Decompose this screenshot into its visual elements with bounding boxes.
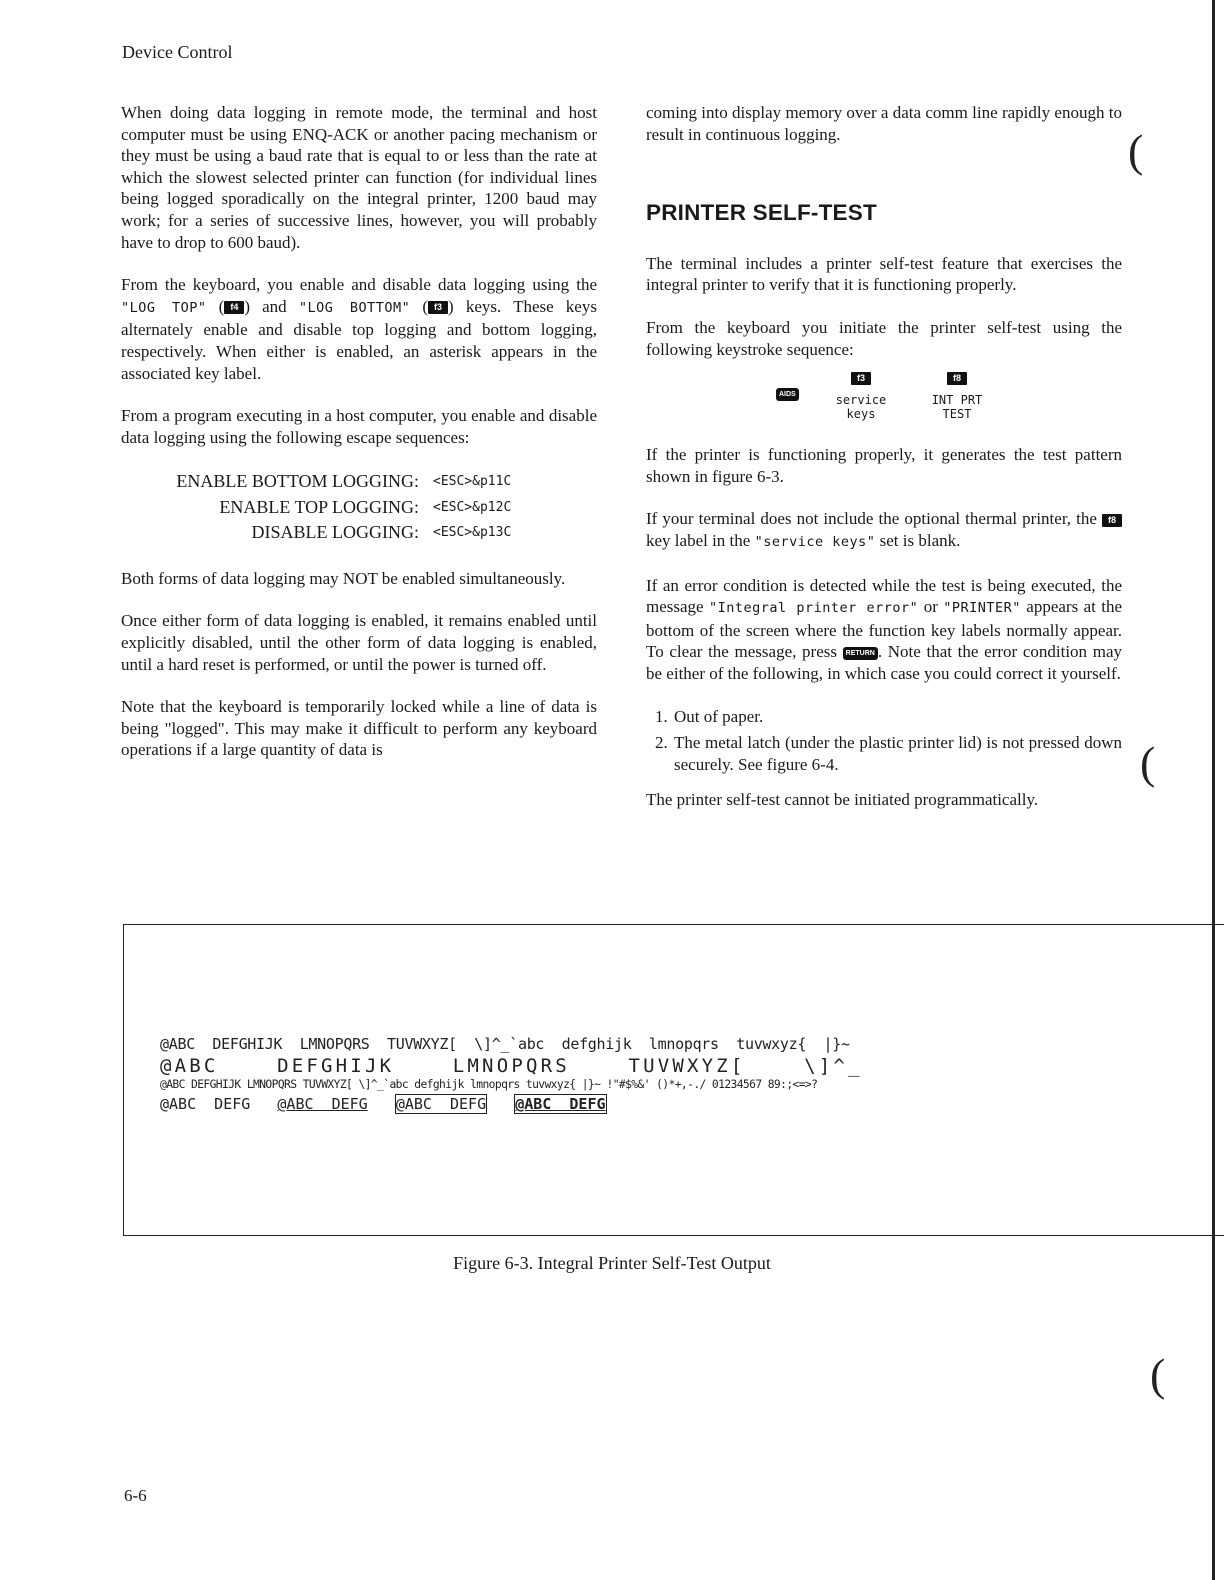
text: . Note that the error condition may be either of the following, in which case you could correct it yourself. [646, 642, 1122, 683]
key-label [922, 393, 992, 421]
escape-label: ENABLE TOP LOGGING: [219, 496, 419, 517]
f3-key-icon: f3 [428, 301, 448, 314]
page-edge-line [1212, 0, 1215, 1580]
text: ( [206, 296, 225, 316]
error-message: "Integral printer error" [708, 600, 919, 617]
key-label-line: keys [846, 406, 876, 421]
paragraph-keystroke-intro: From the keyboard you initiate the printer self-test using the following keystroke sequence: [646, 317, 1122, 359]
boxed-underlined-sample: @ABC DEFG [515, 1095, 606, 1113]
figure-6-3-box [123, 924, 1224, 1236]
escape-row [121, 520, 597, 546]
f8-int-prt-key [922, 366, 992, 421]
printer-message: "PRINTER" [943, 600, 1021, 617]
escape-sequence-table [121, 469, 597, 546]
escape-code: <ESC>&p13C [433, 525, 512, 541]
escape-code: <ESC>&p11C [433, 474, 512, 490]
figure-caption: Figure 6-3. Integral Printer Self-Test Output [453, 1253, 771, 1273]
list-item: 1. Out of paper. [672, 706, 1122, 728]
log-bottom-key-label: "LOG BOTTOM" [298, 299, 411, 316]
text: key label in the [646, 530, 755, 550]
paragraph-remote-logging: When doing data logging in remote mode, the terminal and host computer must be using ENQ-ACK or another pacing mechanism or they must be using a baud rate that is equal to or less than the rate at which the slowest selected printer can function (for individual lines being logged sporadically on the integral printer, 1200 baud may work; for a series of successive lines, however, you will probably have to drop to 600 baud). [121, 103, 597, 252]
service-keys-label: "service keys" [754, 533, 876, 550]
test-line-1: @ABC DEFGHIJK LMNOPQRS TUVWXYZ[ \]^_`abc defghijk lmnopqrs tuvwxyz{ |}~ [160, 1035, 850, 1053]
margin-mark: ( [1150, 1349, 1166, 1400]
text: From the keyboard, you enable and disable data logging using the [121, 275, 597, 295]
key-label-line: INT PRT [931, 392, 983, 407]
paragraph-escape-intro: From a program executing in a host computer, you enable and disable data logging using the following escape sequences: [121, 406, 597, 447]
key-label-line: service [835, 392, 887, 407]
key-label [826, 393, 896, 421]
page-number: 6-6 [124, 1486, 147, 1505]
f8-key-icon: f8 [1102, 514, 1122, 527]
margin-mark: ( [1140, 737, 1156, 788]
margin-mark: ( [1128, 125, 1144, 176]
text: If your terminal does not include the optional thermal printer, the [646, 509, 1102, 529]
paragraph-both-forms: Both forms of data logging may NOT be enabled simultaneously. [121, 568, 566, 588]
right-column [646, 102, 1122, 832]
text: If an error condition is detected while the test is being executed, the message [646, 575, 1122, 617]
paragraph-thermal-printer [646, 508, 1122, 553]
text: or [918, 597, 944, 617]
f4-key-icon: f4 [224, 301, 244, 314]
text: ) keys. These keys alternately enable and disable top logging and bottom logging, respectively. When either is enabled, an asterisk appears in the associated key label. [121, 296, 597, 383]
paragraph-test-pattern: If the printer is functioning properly, it generates the test pattern shown in figure 6-3. [646, 445, 1122, 486]
error-list [646, 706, 1122, 776]
f8-key-icon: f8 [947, 372, 967, 385]
test-line-3: @ABC DEFGHIJK LMNOPQRS TUVWXYZ[ \]^_`abc defghijk lmnopqrs tuvwxyz{ |}~ !"#$%&' ()*+,-./ 01234567 89:;<=>? [160, 1078, 818, 1091]
f3-service-key [826, 366, 896, 421]
text: ( [410, 296, 429, 316]
text: set is blank. [875, 530, 961, 550]
escape-row [121, 495, 597, 521]
paragraph-error-condition [646, 575, 1122, 685]
escape-code: <ESC>&p12C [433, 499, 512, 515]
key-label-line: TEST [942, 406, 972, 421]
boxed-sample: @ABC DEFG [395, 1095, 487, 1113]
list-item: 2. The metal latch (under the plastic printer lid) is not pressed down securely. See figure 6-4. [672, 732, 1122, 775]
keystroke-sequence [646, 366, 1122, 422]
paragraph-continuous-logging: coming into display memory over a data comm line rapidly enough to result in continuous logging. [646, 103, 1122, 144]
text: appears at the bottom of the screen where the function key labels normally appear. To clear the message, press [646, 597, 1122, 662]
test-line-4 [160, 1095, 607, 1113]
test-line-2: @ABC DEFGHIJK LMNOPQRS TUVWXYZ[ \]^_ [160, 1055, 863, 1077]
running-header: Device Control [122, 42, 233, 62]
normal-sample: @ABC DEFG [160, 1095, 251, 1113]
paragraph-keyboard-locked: Note that the keyboard is temporarily locked while a line of data is being "logged". This may make it difficult to perform any keyboard operations if a large quantity of data is [121, 697, 597, 760]
paragraph-not-programmatic: The printer self-test cannot be initiated programmatically. [646, 790, 1039, 810]
left-column [121, 102, 597, 782]
escape-label: ENABLE BOTTOM LOGGING: [176, 471, 419, 492]
escape-row [121, 469, 597, 495]
paragraph-keyboard-logging [121, 274, 597, 384]
section-heading: PRINTER SELF-TEST [646, 200, 877, 226]
aids-key-icon: AIDS [776, 388, 799, 401]
escape-label: DISABLE LOGGING: [251, 522, 419, 543]
text: ) and [244, 296, 299, 316]
log-top-key-label: "LOG TOP" [121, 299, 207, 316]
f3-key-icon: f3 [851, 372, 871, 385]
aids-key [776, 382, 799, 404]
paragraph-self-test-intro: The terminal includes a printer self-test feature that exercises the integral printer to verify that it is functioning properly. [646, 253, 1122, 295]
underlined-sample: @ABC DEFG [277, 1095, 368, 1113]
paragraph-once-enabled: Once either form of data logging is enabled, it remains enabled until explicitly disabled, until the other form of data logging is enabled, until a hard reset is performed, or until the power is turned off. [121, 611, 597, 674]
return-key-icon: RETURN [843, 647, 878, 660]
